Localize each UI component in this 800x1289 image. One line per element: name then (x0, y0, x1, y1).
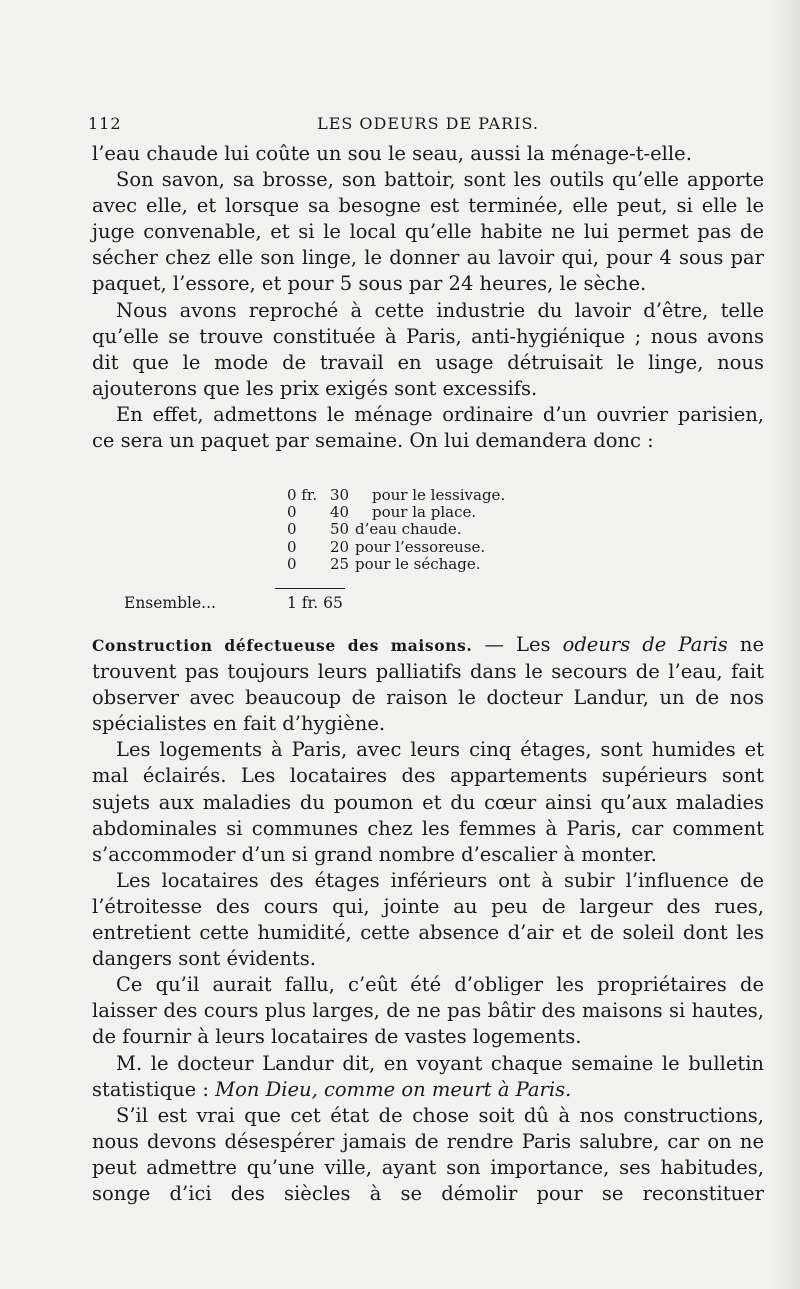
quote-italic: Mon Dieu, comme on meurt à Paris. (215, 1077, 572, 1101)
price-row (150, 539, 550, 556)
price-description: d’eau chaude. (355, 520, 462, 539)
paragraph: En effet, admettons le ménage ordinaire d’un ouvrier parisien, ce sera un paquet par semaine. On lui demandera donc : (92, 402, 764, 453)
paragraph: Son savon, sa brosse, son battoir, sont les outils qu’elle apporte avec elle, et lorsque sa besogne est terminée, elle peut, si elle le juge convenable, et si le local qu’elle habite ne lui permet pas de sécher chez elle son linge, le donner au lavoir qui, pour 4 sous par paquet, l’essore, et pour 5 sous par 24 heures, le sèche. (92, 168, 764, 296)
paragraph: Les logements à Paris, avec leurs cinq étages, sont humides et mal éclairés. Les locataires des appartements supérieurs sont sujets aux maladies du poumon et du cœur ainsi qu’aux maladies abdominales si communes chez les femmes à Paris, car comment s’accommoder d’un si grand nombre d’escalier à monter. (92, 738, 764, 866)
price-cents: 25 (330, 554, 350, 573)
page-header (88, 114, 768, 138)
price-description: pour la place. (372, 503, 477, 522)
price-row (150, 487, 550, 504)
paragraph: Les locataires des étages inférieurs ont à subir l’influence de l’étroitesse des cours qui, jointe au peu de largeur des rues, entretient cette humidité, cette absence d’air et de soleil dont les dangers sont évidents. (92, 868, 764, 971)
paragraph: Ce qu’il aurait fallu, c’eût été d’obliger les propriétaires de laisser des cours plus larges, de ne pas bâtir des maisons si hautes, de fournir à leurs locataires de vastes logements. (92, 973, 764, 1049)
section-intro-italic: odeurs de Paris (562, 633, 728, 656)
price-row (150, 521, 550, 538)
total-label: Ensemble... (124, 594, 216, 612)
quote-lead: M. le docteur Landur dit, en voyant chaque semaine le bulletin statistique : (92, 1051, 764, 1101)
total-value: 1 fr. 65 (287, 594, 343, 612)
price-cents: 50 (330, 520, 350, 539)
paragraph-continued: l’eau chaude lui coûte un sou le seau, aussi la ménage-t-elle. (92, 142, 692, 165)
total-rule (275, 588, 345, 589)
section-dash: — (472, 633, 517, 656)
price-francs: 0 (287, 503, 297, 522)
page-number: 112 (88, 114, 122, 133)
price-cents: 20 (330, 537, 350, 556)
running-title: LES ODEURS DE PARIS. (317, 114, 539, 133)
section-paragraph (92, 632, 764, 737)
price-table (150, 487, 550, 573)
price-description: pour l’essoreuse. (355, 537, 486, 556)
price-francs: 0 fr. (287, 486, 318, 504)
price-description: pour le lessivage. (372, 486, 506, 504)
section-heading: Construction défectueuse des maisons. (92, 636, 473, 655)
paragraph: Nous avons reproché à cette industrie du lavoir d’être, telle qu’elle se trouve constituée à Paris, anti-hygiénique ; nous avons dit que le mode de travail en usage détruisait le linge, nous ajouterons que les prix exigés sont excessifs. (92, 298, 764, 400)
quote-paragraph (92, 1051, 764, 1103)
price-row (150, 504, 550, 521)
section-intro-a: Les (516, 633, 563, 656)
price-cents: 40 (330, 503, 350, 522)
page-gutter-shadow (772, 0, 800, 1289)
text-block-bottom (92, 632, 764, 1207)
price-francs: 0 (287, 554, 297, 573)
price-cents: 30 (330, 486, 350, 504)
price-francs: 0 (287, 520, 297, 539)
price-description: pour le séchage. (355, 554, 481, 573)
section-intro-b: ne trouvent pas toujours leurs palliatifs dans le secours de l’eau, fait observer avec beaucoup de raison le docteur Landur, un de nos spécialistes en fait d’hygiène. (92, 633, 764, 736)
text-block-top (92, 141, 764, 454)
price-row (150, 556, 550, 573)
price-francs: 0 (287, 537, 297, 556)
paragraph-final: S’il est vrai que cet état de chose soit dû à nos constructions, nous devons désespérer jamais de rendre Paris salubre, car on ne peut admettre qu’une ville, ayant son importance, ses habitudes, songe d’ici des siècles à se démolir pour se reconstituer (92, 1103, 764, 1205)
